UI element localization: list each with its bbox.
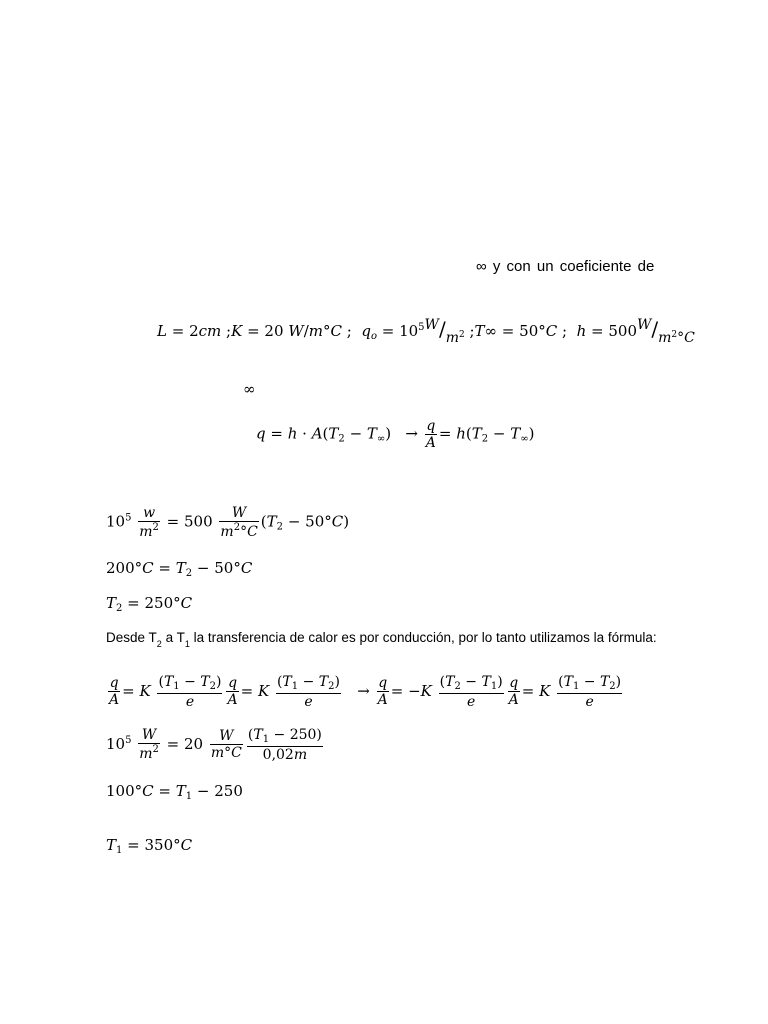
conduction-formula: $\frac{q}{A}$ = K $\frac{(T_1 - T_2)}{e}$ $\frac{q}{A}$ = K $\frac{(T_1 - T_2)}{e}$ → $\frac{q}{A}$ = −K $\frac{(T_2 - T_1)}{e}$ $\frac{q}{A}$ = K $\frac{(T_1 - T_2)}{e}$: [109, 674, 622, 710]
step-4-equation: $10^5$ $\frac{W}{m^2}$ = 20 $\frac{W}{m^\circ C}$ $\frac{(T_1 - 250)}{0,02m}$: [106, 727, 322, 763]
givens-equation: L = 2cm ;K = 20 W/m°C ; $q_o = 10^{5W}/_{m^2}$ ;T∞ = 50°C ; $h = 500^W/_{m^2^\circ C}$: [157, 317, 695, 346]
sentence-sub-1: 1: [184, 639, 190, 649]
infinity-mark: ∞: [243, 380, 256, 398]
convection-formula: $q = h \cdot A(T_2 - T_\infty)$ → $\frac{q}{A}$ = $h(T_2 - T_\infty)$: [256, 418, 535, 452]
sentence-sub-2: 2: [156, 639, 162, 649]
sentence-start: Desde T: [106, 630, 157, 645]
step-3-equation: $T_2 = 250^\circ C$: [106, 594, 193, 614]
sentence-end: la transferencia de calor es por conducción, por lo tanto utilizamos la fórmula:: [193, 630, 657, 645]
conduction-sentence: [106, 631, 657, 649]
sentence-middle: a T: [165, 630, 185, 645]
step-2-equation: $200^\circ C = T_2 - 50^\circ C$: [106, 559, 253, 579]
intro-text-fragment: ∞ y con un coeficiente de: [476, 258, 655, 275]
result-equation: $T_1 = 350^\circ C$: [106, 836, 193, 856]
step-1-equation: $10^5$ $\frac{w}{m^2}$ = 500 $\frac{W}{m^2^\circ C}$ $(T_2 - 50^\circ C)$: [106, 505, 350, 541]
step-5-equation: $100^\circ C = T_1 - 250$: [106, 782, 243, 802]
